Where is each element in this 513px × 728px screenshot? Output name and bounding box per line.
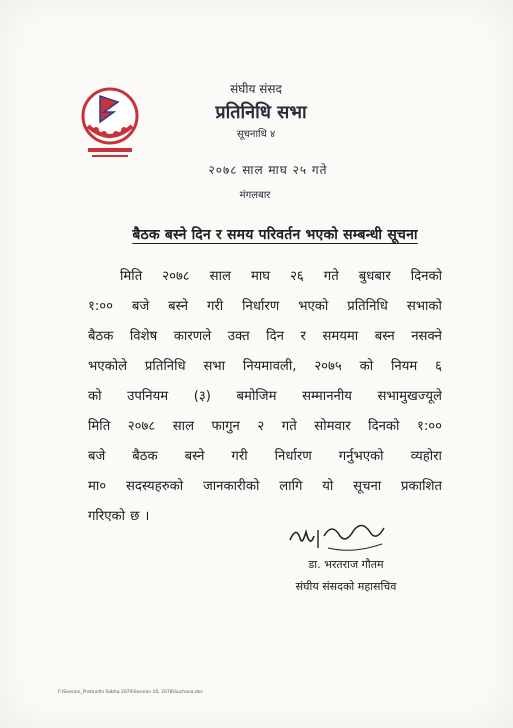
signer-title: संघीय संसदको महासचिव xyxy=(295,580,397,593)
body-word: १:०० xyxy=(88,299,114,314)
body-word: उपनियम xyxy=(127,389,169,404)
header-line-2: प्रतिनिधि सभा xyxy=(215,102,307,123)
body-word: ६ xyxy=(435,359,442,374)
body-word: २६ xyxy=(290,269,304,284)
parliament-emblem-icon xyxy=(78,82,142,162)
body-word: भएको xyxy=(298,299,329,314)
body-word: मिति xyxy=(120,269,143,284)
body-word: भएकोले xyxy=(88,359,128,374)
body-word: दिन xyxy=(266,329,284,344)
body-word: दिनको xyxy=(410,269,442,284)
body-word: २०७८ xyxy=(127,419,156,434)
body-word: बस्ने xyxy=(184,449,205,464)
signer-name: डा. भरतराज गौतम xyxy=(308,558,384,571)
body-word: नियमावली, xyxy=(242,359,297,374)
body-word: सभाको xyxy=(406,299,442,314)
body-line xyxy=(88,262,442,292)
body-word: विशेष xyxy=(129,329,158,344)
body-word: १:०० xyxy=(416,419,442,434)
body-word: को xyxy=(88,389,102,404)
body-word: र xyxy=(300,329,306,344)
body-word: बमोजिम xyxy=(236,389,277,404)
handwritten-signature-icon xyxy=(284,518,390,556)
footer-file-path: F:\Session_Pratinidhi Sabha 2074\Session 10, 2078\Suchana.doc xyxy=(58,690,203,695)
notice-subject: बैठक बस्ने दिन र समय परिवर्तन भएको सम्बन्धी सूचना xyxy=(132,227,418,243)
body-word: बजे xyxy=(88,449,106,464)
body-word: साल xyxy=(209,269,231,284)
body-word: बजे xyxy=(131,299,150,314)
body-word: गरी xyxy=(231,449,248,464)
body-word: माघ xyxy=(250,269,271,284)
body-word: निर्धारण xyxy=(274,449,312,464)
body-word: दिनको xyxy=(368,419,400,434)
body-word: २०७८ xyxy=(162,269,190,284)
body-word: बैठक xyxy=(88,329,114,344)
body-word: जानकारीको xyxy=(202,479,260,494)
body-word: निर्धारण xyxy=(242,299,280,314)
body-word: गर्नुभएको xyxy=(338,449,384,464)
body-word: कारणले xyxy=(173,329,212,344)
body-word: व्यहोरा xyxy=(410,449,442,464)
header-weekday: मंगलबार xyxy=(239,190,271,201)
body-word: छ xyxy=(130,509,140,524)
body-word: २०७५ xyxy=(314,359,342,374)
body-word: बस्न xyxy=(374,329,395,344)
body-line xyxy=(88,322,442,352)
body-line xyxy=(88,292,442,322)
body-word: गरिएको xyxy=(88,509,126,524)
body-word: प्रतिनिधि xyxy=(144,359,186,374)
body-line xyxy=(88,382,442,412)
body-word: सभा xyxy=(203,359,226,374)
body-word: यो xyxy=(322,479,334,494)
body-word: नसक्ने xyxy=(411,329,442,344)
body-word: प्रतिनिधि xyxy=(347,299,388,314)
body-word: प्रकाशित xyxy=(401,479,442,494)
body-word: (३) xyxy=(193,389,211,404)
body-word: साल xyxy=(172,419,195,434)
header-line-3: सूचनाधि ४ xyxy=(236,129,276,140)
body-word: नियम xyxy=(391,359,418,374)
body-word: समयमा xyxy=(322,329,359,344)
header-date: २०७८ साल माघ २५ गते xyxy=(208,163,328,177)
body-line xyxy=(88,472,442,502)
body-word: लागि xyxy=(279,479,303,494)
body-word: । xyxy=(144,509,150,524)
body-word: गते xyxy=(281,419,297,434)
body-word: मा० xyxy=(88,479,107,494)
body-word: २ xyxy=(257,419,265,434)
notice-body xyxy=(88,262,442,532)
body-word: गते xyxy=(323,269,339,284)
body-word: सभामुखज्यूले xyxy=(377,389,442,404)
body-word: उक्त xyxy=(227,329,250,344)
body-line xyxy=(88,352,442,382)
body-word: मिति xyxy=(88,419,111,434)
body-line xyxy=(88,442,442,472)
body-word: फागुन xyxy=(211,419,240,434)
body-word: सम्माननीय xyxy=(302,389,352,404)
body-word: बुधबार xyxy=(358,269,391,284)
body-word: बैठक xyxy=(132,449,158,464)
body-line xyxy=(88,412,442,442)
body-word: बस्ने xyxy=(168,299,189,314)
body-word: को xyxy=(359,359,374,374)
body-word: सूचना xyxy=(353,479,382,494)
header-line-1: संघीय संसद xyxy=(230,82,282,96)
body-word: सदस्यहरुको xyxy=(126,479,184,494)
body-word: गरी xyxy=(206,299,224,314)
body-word: सोमवार xyxy=(314,419,351,434)
